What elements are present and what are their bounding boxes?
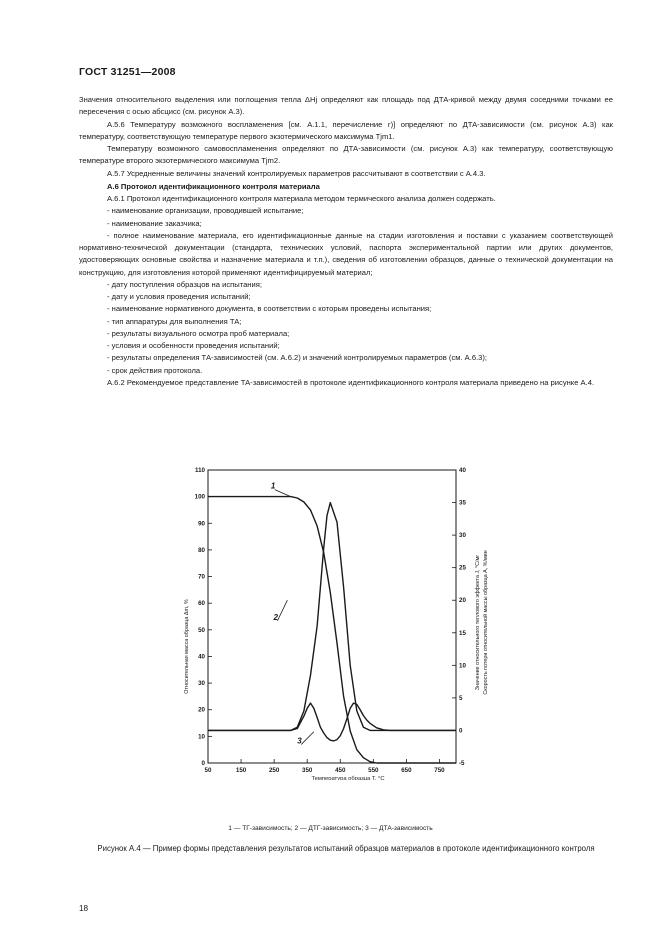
y-left-tick-label: 40 [198,653,205,661]
plot-frame [208,470,456,763]
y-right-tick-label: 20 [459,597,466,605]
dta-curve [208,703,456,741]
x-tick-label: 650 [401,767,412,774]
figure-legend [0,825,661,832]
curve-leader-1 [275,490,291,497]
paragraph: - срок действия протокола. [107,365,203,375]
y-left-tick-label: 90 [198,520,205,528]
paragraph: - дату и условия проведения испытаний; [107,292,251,301]
tg-curve [208,497,456,763]
curve-label-1: 1 [270,481,276,491]
paragraph: - наименование заказчика; [107,218,202,228]
document-header: ГОСТ 31251—2008 [79,66,176,78]
y-left-tick-label: 0 [201,760,205,767]
paragraph: - результаты визуального осмотра проб материала; [107,328,290,338]
paragraph: Значения относительного выделения или поглощения тепла ΔHj определяют как площадь под ДТА-кривой между двумя соседними точками ее пересечения с осью абсцисс (см. рисунок А.3). [79,95,613,117]
x-tick-label: 450 [335,767,346,774]
x-tick-label: 150 [235,767,247,774]
body-text [79,94,613,389]
y-right-tick-label: 0 [459,727,463,735]
y-right-tick-label: 40 [459,467,466,474]
y-left-tick-label: 50 [198,626,205,634]
dtg-curve [208,503,456,731]
paragraph: - тип аппаратуры для выполнения ТА; [107,316,242,326]
y-right-tick-label: 5 [459,694,463,702]
paragraph: - полное наименование материала, его идентификационные данные на стадии изготовления и поставки с указанием соответствующей нормативно-технической документации (стандарта, технических условий, паспорта экспериментальной партии или других документов, удостоверяющих основные свойства и назначение материала и т.п.), сведения об изготовлении образцов, данные о технической документации на конструкцию, для изготовления которой применяют идентифицируемый материал; [79,230,613,277]
curve-leader-3 [301,732,314,745]
y-left-axis-label: Относительная масса образца Δm, % [184,599,190,694]
y-right-tick-label: -5 [459,760,465,767]
paragraph: - результаты определения ТА-зависимостей (см. А.6.2) и значений контролируемых параметров (см. А.6.3); [107,353,488,363]
y-left-tick-label: 110 [195,467,205,474]
paragraph: А.5.7 Усредненные величины значений контролируемых параметров рассчитывают в соответствии с А.4.3. [107,168,486,178]
x-tick-label: 50 [204,767,212,774]
y-left-tick-label: 80 [198,546,205,554]
y-right-tick-label: 10 [459,662,466,670]
y-right-tick-label: 35 [459,499,466,507]
x-tick-label: 350 [302,767,313,774]
y-right-axis-label-2: Скорость потери относительной массы образца A, %/мин [483,550,489,695]
legend-text: 1 — ТГ-зависимость; 2 — ДТГ-зависимость; 3 — ДТА-зависимость [228,825,433,832]
y-left-tick-label: 60 [198,600,205,608]
y-right-tick-label: 15 [459,629,466,637]
y-left-tick-label: 20 [198,706,205,714]
x-tick-label: 550 [368,767,379,774]
y-right-axis-label-1: Значение относительного теплового эффекта J, °C/мг [475,554,481,691]
section-heading: А.6 Протокол идентификационного контроля материала [107,181,320,191]
paragraph: А.6.1 Протокол идентификационного контроля материала методом термического анализа должен содержать. [107,194,496,203]
y-left-tick-label: 30 [198,680,205,688]
paragraph: - наименование организации, проводившей испытание; [107,206,304,216]
page-number: 18 [79,904,89,913]
paragraph: - наименование нормативного документа, в соответствии с которым проведены испытания; [107,304,432,314]
curve-label-2: 2 [273,612,278,622]
y-left-tick-label: 70 [198,573,205,581]
figure-caption: Рисунок А.4 — Пример формы представления результатов испытаний образцов материалов в протоколе идентификационного контроля [97,844,595,853]
paragraph: Температуру возможного самовоспламенения определяют по ДТА-зависимости (см. рисунок А.3) как температуру, соответствующую температуре второго экзотермического максимума Tjm2. [79,144,613,166]
y-right-tick-label: 25 [459,564,466,572]
y-right-tick-label: 30 [459,532,466,540]
paragraph: А.6.2 Рекомендуемое представление ТА-зависимостей в протоколе идентификационного контроля материала приведено на рисунке А.4. [107,377,595,387]
x-tick-label: 250 [268,767,280,774]
curve-leader-2 [277,600,287,621]
x-axis-label: Температура образца T, °C [311,776,385,780]
paragraph: А.5.6 Температуру возможного воспламенения [см. А.1.1, перечисление г)] определяют по ДТА-зависимости (см. рисунок А.3) как температуру, соответствующую температуре первого экзотермического максимума Tjm1. [79,119,613,141]
curve-label-3: 3 [297,736,302,746]
y-left-tick-label: 100 [194,493,205,501]
x-tick-label: 750 [434,767,445,774]
figure-a4-chart [180,464,500,780]
y-left-tick-label: 10 [198,733,205,741]
paragraph: - условия и особенности проведения испытаний; [107,341,280,350]
paragraph: - дату поступления образцов на испытания; [107,279,262,289]
